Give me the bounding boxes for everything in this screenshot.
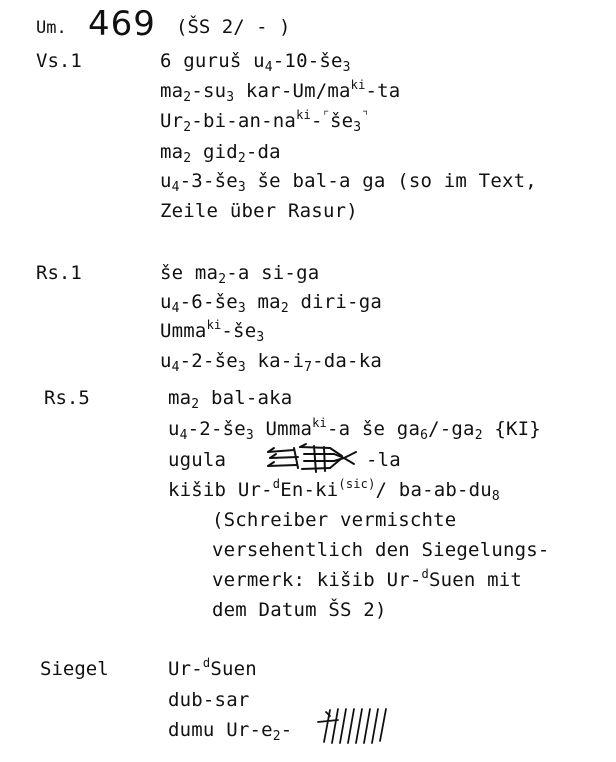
date-reference: (ŠS 2/ - ) bbox=[176, 16, 291, 38]
seal-line-3: dumu $Ur-e_2-$ bbox=[168, 719, 293, 744]
obverse-line-5: $u_4-3-še_3$ še bal-a ga (so im Text, bbox=[160, 170, 537, 195]
cuneiform-sign-drawing bbox=[264, 442, 360, 476]
damaged-text-hatching bbox=[316, 706, 390, 746]
seal-line-2: dub-sar bbox=[168, 689, 250, 711]
scribe-note-line-3: vermerk: kišib Ur-$^d$Suen mit bbox=[212, 567, 523, 591]
tablet-number: 469 bbox=[88, 4, 156, 44]
reverse1-line-4: $u_4-2-še_3$ $ka-i_7-da-ka$ bbox=[160, 350, 382, 375]
obverse-line-6: Zeile über Rasur) bbox=[160, 200, 358, 222]
obverse-line-2: $ma_2-su_3$ kar-$Um/ma^{ki}-ta$ bbox=[160, 78, 401, 105]
seal-label: Siegel bbox=[40, 658, 109, 680]
tablet-prefix: Um. bbox=[36, 18, 67, 38]
obverse-line-1: 6 guruš $u_4-10-še_3$ bbox=[160, 50, 351, 75]
scribe-note-line-1: (Schreiber vermischte bbox=[212, 509, 457, 531]
reverse5-line-3-ugula: ugula bbox=[168, 449, 227, 471]
scribe-note-line-2: versehentlich den Siegelungs- bbox=[212, 539, 550, 561]
reverse1-line-2: $u_4-6-še_3$ $ma_2$ diri-ga bbox=[160, 291, 382, 316]
obverse-line-4: $ma_2$ gid$_2$-da bbox=[160, 141, 281, 166]
reverse5-line-3-suffix: -la bbox=[366, 449, 401, 471]
obverse-label: Vs.1 bbox=[36, 50, 82, 72]
reverse5-line-4: kišib $Ur-^dEn-ki^{(sic)}/$ $ba-ab-du_8$ bbox=[168, 477, 500, 504]
reverse5-label: Rs.5 bbox=[44, 387, 90, 409]
reverse5-line-2: $u_4-2-še_3$ Umma$^{ki}$-a še $ga_6/-ga_2$ {KI} bbox=[168, 416, 541, 443]
reverse1-label: Rs.1 bbox=[36, 262, 82, 284]
reverse1-line-3: $Umma^{ki}-še_3$ bbox=[160, 318, 265, 345]
seal-line-1: Ur-$^d$Suen bbox=[168, 656, 257, 680]
obverse-line-3: $Ur_2-bi-an-na^{ki}-^⌜še_3^⌝$ bbox=[160, 108, 369, 135]
scribe-note-line-4: dem Datum ŠS 2) bbox=[212, 599, 387, 621]
reverse1-line-1: še $ma_2-a$ si-ga bbox=[160, 262, 320, 287]
reverse5-line-1: $ma_2$ bal-aka bbox=[168, 387, 293, 412]
